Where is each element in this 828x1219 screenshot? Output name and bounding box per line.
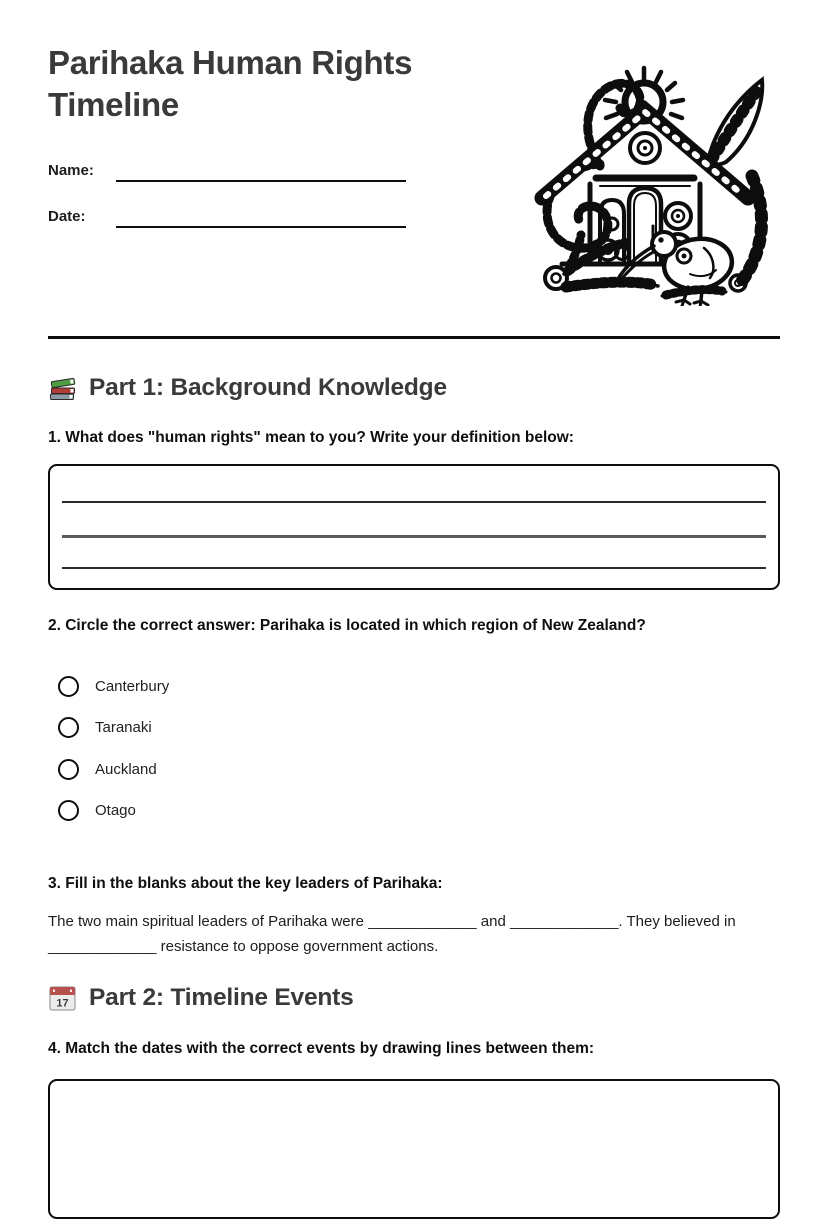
name-label: Name: [48,162,94,179]
radio-circle-otago[interactable] [58,800,79,821]
maori-wharenui-kiwi-illustration [512,56,780,306]
page-title: Parihaka Human Rights Timeline [48,44,413,123]
question-2: 2. Circle the correct answer: Parihaka is located in which region of New Zealand? [48,617,646,634]
name-field-row [48,156,406,182]
option-label: Canterbury [95,677,170,695]
option-label: Auckland [95,760,157,778]
q1-write-line-3[interactable] [62,567,766,569]
q1-answer-box [48,464,780,590]
option-label: Otago [95,802,136,819]
question-4: 4. Match the dates with the correct events by drawing lines between them: [48,1039,595,1057]
question-3: 3. Fill in the blanks about the key leaders of Parihaka: [48,874,443,892]
part1-title: Part 1: Background Knowledge [89,374,447,401]
q1-write-line-2[interactable] [62,535,766,538]
fern-leaf-right [702,80,762,168]
q1-write-line-1[interactable] [62,501,766,503]
name-input-line[interactable] [116,158,406,182]
section-divider [48,336,780,339]
books-icon [48,374,78,402]
q2-option-otago [58,800,780,822]
date-input-line[interactable] [116,204,406,228]
date-label: Date: [48,208,86,225]
option-label: Taranaki [95,719,152,736]
q2-option-canterbury [58,675,780,697]
q3-fill-in-paragraph[interactable]: The two main spiritual leaders of Parihaka were _____________ and _____________. They believed in _____________ resistance to oppose government actions. [48,912,736,955]
part1-heading-row [48,373,780,403]
calendar-day-number: 17 [56,997,69,1009]
q4-matching-box[interactable] [48,1079,780,1219]
q2-option-taranaki [58,717,780,739]
q2-options-list [48,675,780,822]
date-field-row [48,202,406,228]
radio-circle-auckland[interactable] [58,759,79,780]
radio-circle-taranaki[interactable] [58,717,79,738]
part2-title: Part 2: Timeline Events [89,983,354,1011]
radio-circle-canterbury[interactable] [58,676,79,697]
q2-option-auckland [58,758,780,780]
part2-heading-row [48,983,780,1013]
question-1: 1. What does "human rights" mean to you? Write your definition below: [48,429,574,446]
calendar-icon [48,984,78,1012]
